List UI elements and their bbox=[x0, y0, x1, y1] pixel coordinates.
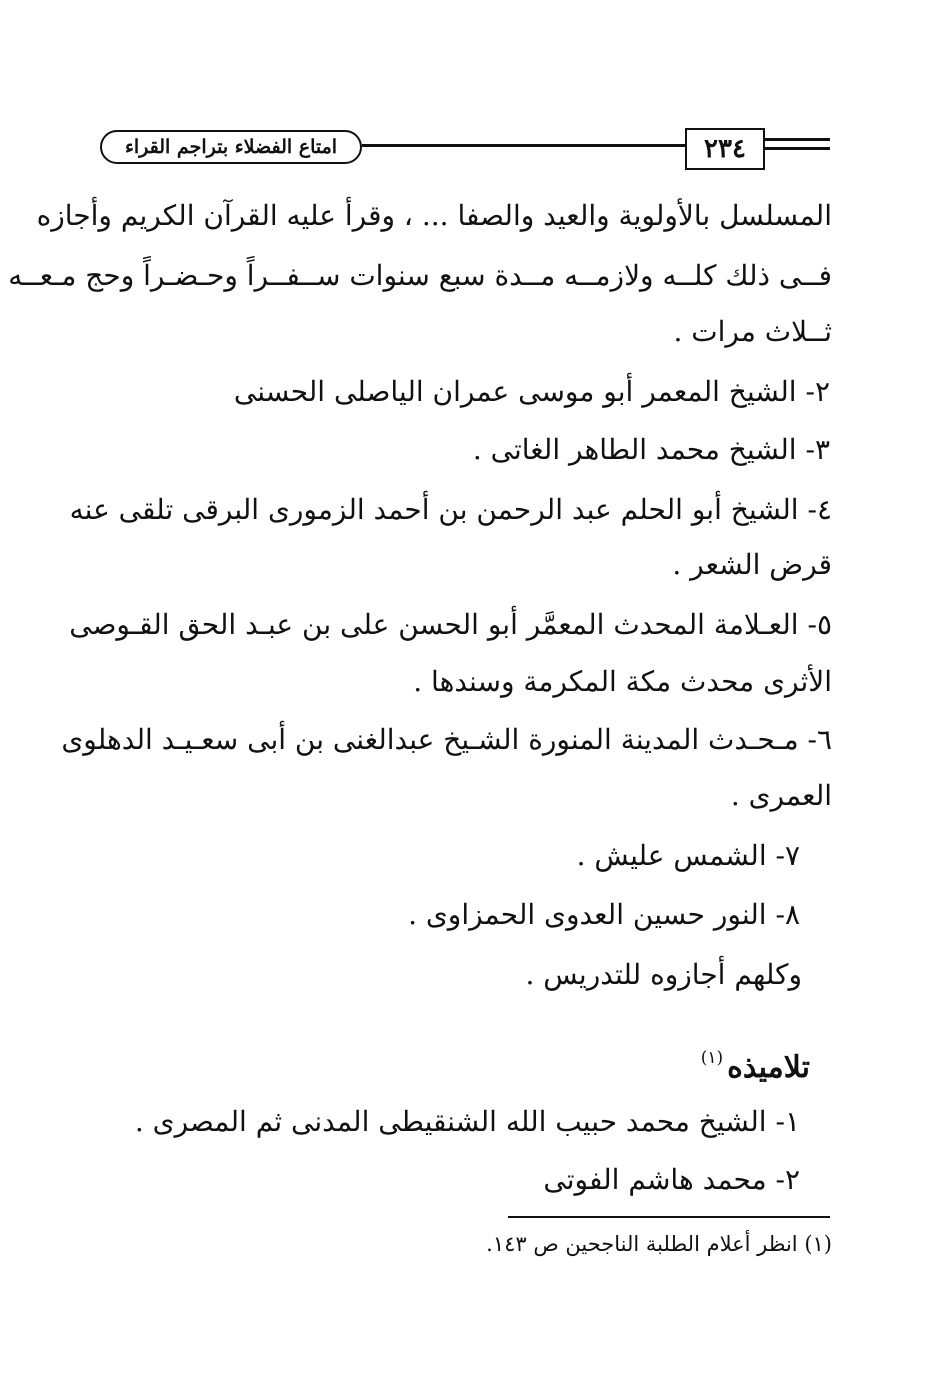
paragraph-line-2: فــى ذلك كلــه ولازمــه مــدة سبع سنوات ســفــراً وحـضـراً وحج مـعــه bbox=[8, 259, 832, 292]
teacher-item-3: ٣- الشيخ محمد الطاهر الغاتى . bbox=[472, 433, 830, 466]
teacher-item-5-line-1: ٥- العـلامة المحدث المعمَّر أبو الحسن على بن عبـد الحق القـوصى bbox=[69, 608, 832, 641]
student-item-2: ٢- محمد هاشم الفوتى bbox=[543, 1163, 800, 1196]
page-number: ٢٣٤ bbox=[685, 128, 765, 170]
teacher-item-4-line-2: قرض الشعر . bbox=[672, 548, 832, 581]
footnote-divider bbox=[508, 1216, 830, 1218]
students-heading bbox=[500, 1038, 810, 1088]
book-title: امتاع الفضلاء بتراجم القراء bbox=[100, 130, 362, 164]
teacher-item-2: ٢- الشيخ المعمر أبو موسى عمران الياصلى الحسنى bbox=[233, 375, 830, 408]
footnote-marker: (١) bbox=[700, 1048, 724, 1068]
header-rule-right-top bbox=[765, 138, 830, 141]
students-heading-text: تلاميذه bbox=[727, 1050, 810, 1085]
student-item-1: ١- الشيخ محمد حبيب الله الشنقيطى المدنى ثم المصرى . bbox=[134, 1105, 800, 1138]
teacher-item-5-line-2: الأثرى محدث مكة المكرمة وسندها . bbox=[413, 665, 832, 698]
teacher-item-6-line-1: ٦- مـحـدث المدينة المنورة الشـيخ عبدالغنى بن أبى سعـيـد الدهلوى bbox=[61, 723, 832, 756]
teacher-item-8: ٨- النور حسين العدوى الحمزاوى . bbox=[408, 898, 800, 931]
running-header bbox=[100, 128, 830, 174]
teacher-item-4-line-1: ٤- الشيخ أبو الحلم عبد الرحمن بن أحمد الزمورى البرقى تلقى عنه bbox=[69, 493, 832, 526]
paragraph-line-3: ثــلاث مرات . bbox=[673, 315, 832, 348]
paragraph-line-1: المسلسل بالأولوية والعيد والصفا ... ، وقرأ عليه القرآن الكريم وأجازه bbox=[36, 199, 832, 232]
teacher-item-6-line-2: العمرى . bbox=[730, 779, 832, 812]
footnote: (١) انظر أعلام الطلبة الناجحين ص ١٤٣. bbox=[486, 1232, 832, 1256]
teacher-item-7: ٧- الشمس عليش . bbox=[576, 839, 800, 872]
header-rule-left bbox=[362, 144, 685, 147]
closing-sentence: وكلهم أجازوه للتدريس . bbox=[525, 958, 802, 991]
header-rule-right-bottom bbox=[765, 147, 830, 150]
